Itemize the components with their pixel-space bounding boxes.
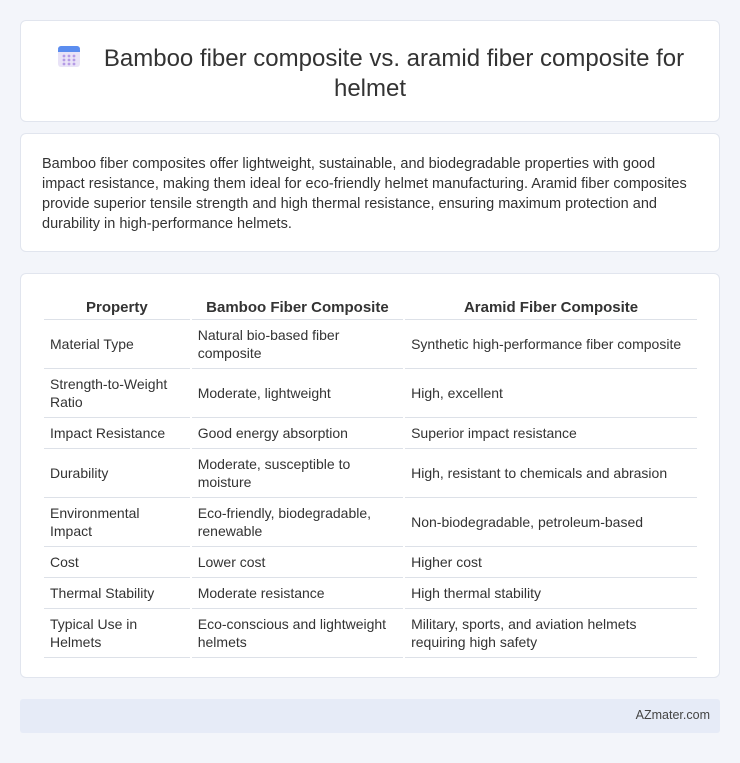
table-row <box>44 418 697 449</box>
bamboo-cell: Moderate, susceptible to moisture <box>192 449 403 498</box>
table-row <box>44 609 697 658</box>
column-header-property: Property <box>44 294 190 320</box>
table-header-row <box>44 294 697 320</box>
aramid-cell: Non-biodegradable, petroleum-based <box>405 498 697 547</box>
table-row <box>44 578 697 609</box>
summary-text: Bamboo fiber composites offer lightweight, sustainable, and biodegradable properties with good impact resistance, making them ideal for eco-friendly helmet manufacturing. Aramid fiber composites provide superior tensile strength and high thermal resistance, ensuring maximum protection and durability in high-performance helmets. <box>42 156 687 232</box>
aramid-cell: High, excellent <box>405 369 697 418</box>
page-title: Bamboo fiber composite vs. aramid fiber composite for helmet <box>103 45 685 102</box>
footer <box>20 699 720 733</box>
property-cell: Typical Use in Helmets <box>44 609 190 658</box>
table-row <box>44 320 697 369</box>
table-row <box>44 498 697 547</box>
table-row <box>44 547 697 578</box>
property-cell: Environmental Impact <box>44 498 190 547</box>
table-row <box>44 449 697 498</box>
aramid-cell: Higher cost <box>405 547 697 578</box>
property-cell: Durability <box>44 449 190 498</box>
bamboo-cell: Good energy absorption <box>192 418 403 449</box>
aramid-cell: High thermal stability <box>405 578 697 609</box>
page-title-wrap <box>21 43 719 104</box>
property-cell: Cost <box>44 547 190 578</box>
bamboo-cell: Natural bio-based fiber composite <box>192 320 403 369</box>
bamboo-cell: Moderate resistance <box>192 578 403 609</box>
aramid-cell: High, resistant to chemicals and abrasion <box>405 449 697 498</box>
property-cell: Impact Resistance <box>44 418 190 449</box>
bamboo-cell: Moderate, lightweight <box>192 369 403 418</box>
bamboo-cell: Eco-friendly, biodegradable, renewable <box>192 498 403 547</box>
summary-card <box>20 133 720 252</box>
comparison-card <box>20 273 720 678</box>
table-row <box>44 369 697 418</box>
column-header-aramid: Aramid Fiber Composite <box>405 294 697 320</box>
title-card <box>20 20 720 122</box>
aramid-cell: Superior impact resistance <box>405 418 697 449</box>
bamboo-cell: Eco-conscious and lightweight helmets <box>192 609 403 658</box>
property-cell: Material Type <box>44 320 190 369</box>
property-cell: Strength-to-Weight Ratio <box>44 369 190 418</box>
calendar-icon <box>56 43 82 69</box>
bamboo-cell: Lower cost <box>192 547 403 578</box>
footer-site-link[interactable]: AZmater.com <box>635 708 710 722</box>
aramid-cell: Military, sports, and aviation helmets requiring high safety <box>405 609 697 658</box>
comparison-table <box>42 294 699 658</box>
property-cell: Thermal Stability <box>44 578 190 609</box>
aramid-cell: Synthetic high-performance fiber composite <box>405 320 697 369</box>
column-header-bamboo: Bamboo Fiber Composite <box>192 294 403 320</box>
